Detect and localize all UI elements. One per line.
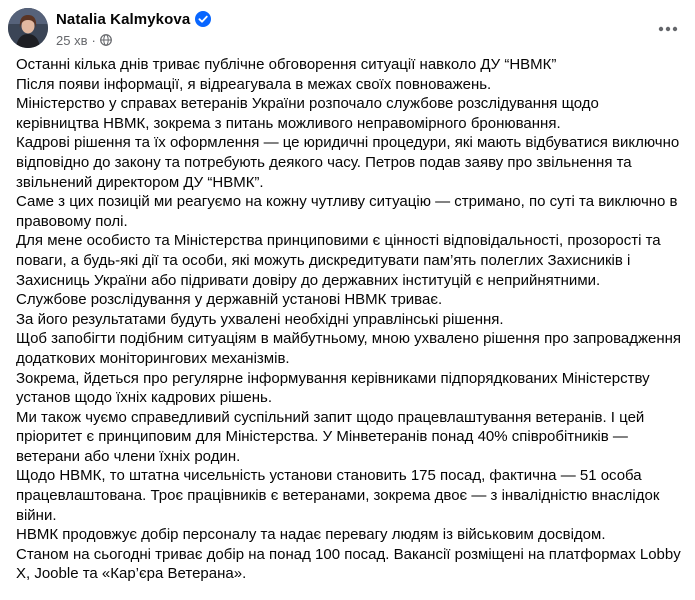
post-paragraph: За його результатами будуть ухвалені необхідні управлінські рішення.	[16, 310, 504, 328]
post-paragraph: Щодо НВМК, то штатна чисельність установи становить 175 посад, фактична — 51 особа працевлаштована. Троє працівників є ветеранами, зокрема двоє — з інвалідністю внаслідок війни.	[16, 467, 660, 524]
post-paragraph: Ми також чуємо справедливий суспільний запит щодо працевлаштування ветеранів. І цей пріоритет є принциповим для Міністерства. У Мінветеранів понад 40% співробітників — ветерани або члени їхніх родин.	[16, 408, 645, 465]
post-paragraph: Саме з цих позицій ми реагуємо на кожну чутливу ситуацію — стримано, по суті та виключно в правовому полі.	[16, 193, 678, 230]
post-paragraph: Зокрема, йдеться про регулярне інформування керівниками підпорядкованих Міністерству установ щодо їхніх кадрових рішень.	[16, 369, 650, 407]
post-header	[0, 0, 695, 56]
more-options-button[interactable]	[653, 14, 683, 44]
post-timestamp[interactable]: 25 хв	[56, 32, 88, 48]
post-paragraph: НВМК продовжує добір персоналу та надає перевагу людям із військовим досвідом.	[16, 526, 606, 544]
author-avatar[interactable]	[8, 8, 48, 48]
verified-badge-icon	[195, 11, 211, 27]
meta-separator: ·	[91, 32, 96, 48]
post-paragraph: Кадрові рішення та їх оформлення — це юридичні процедури, які мають відбуватися виключно відповідно до закону та потребують деякого часу. Петров подав заяву про звільнення та звільнений директором ДУ “НВМК”.	[16, 134, 680, 191]
post-paragraph: Службове розслідування у державній установі НВМК триває.	[16, 291, 443, 309]
post-paragraph: Міністерство у справах ветеранів України розпочало службове розслідування щодо керівництва НВМК, зокрема з питань можливого неправомірного бронювання.	[16, 95, 599, 132]
author-line	[56, 9, 211, 29]
post-meta	[56, 31, 112, 49]
post-paragraph: Після появи інформації, я відреагувала в межах своїх повноважень.	[16, 75, 492, 93]
author-name[interactable]: Natalia Kalmykova	[56, 10, 191, 28]
post-body	[16, 55, 682, 584]
post-paragraph: Для мене особисто та Міністерства принциповими є цінності відповідальності, прозорості та поваги, а будь-які дії та особи, які можуть дискредитувати пам’ять полеглих Захисників і Захисниць України або підривати довіру до державних інституцій є неприйнятними.	[16, 232, 661, 289]
more-options-icon	[658, 26, 678, 32]
avatar-image	[8, 8, 48, 48]
post-paragraph: Щоб запобігти подібним ситуаціям в майбутньому, мною ухвалено рішення про запровадження додаткових моніторингових механізмів.	[16, 330, 682, 367]
globe-icon	[100, 34, 112, 46]
post-paragraph: Станом на сьогодні триває добір на понад 100 посад. Вакансії розміщені на платформах Lobby X, Jooble та «Кар’єра Ветерана».	[16, 545, 681, 583]
post-paragraph: Останні кілька днів триває публічне обговорення ситуації навколо ДУ “НВМК”	[16, 56, 557, 73]
